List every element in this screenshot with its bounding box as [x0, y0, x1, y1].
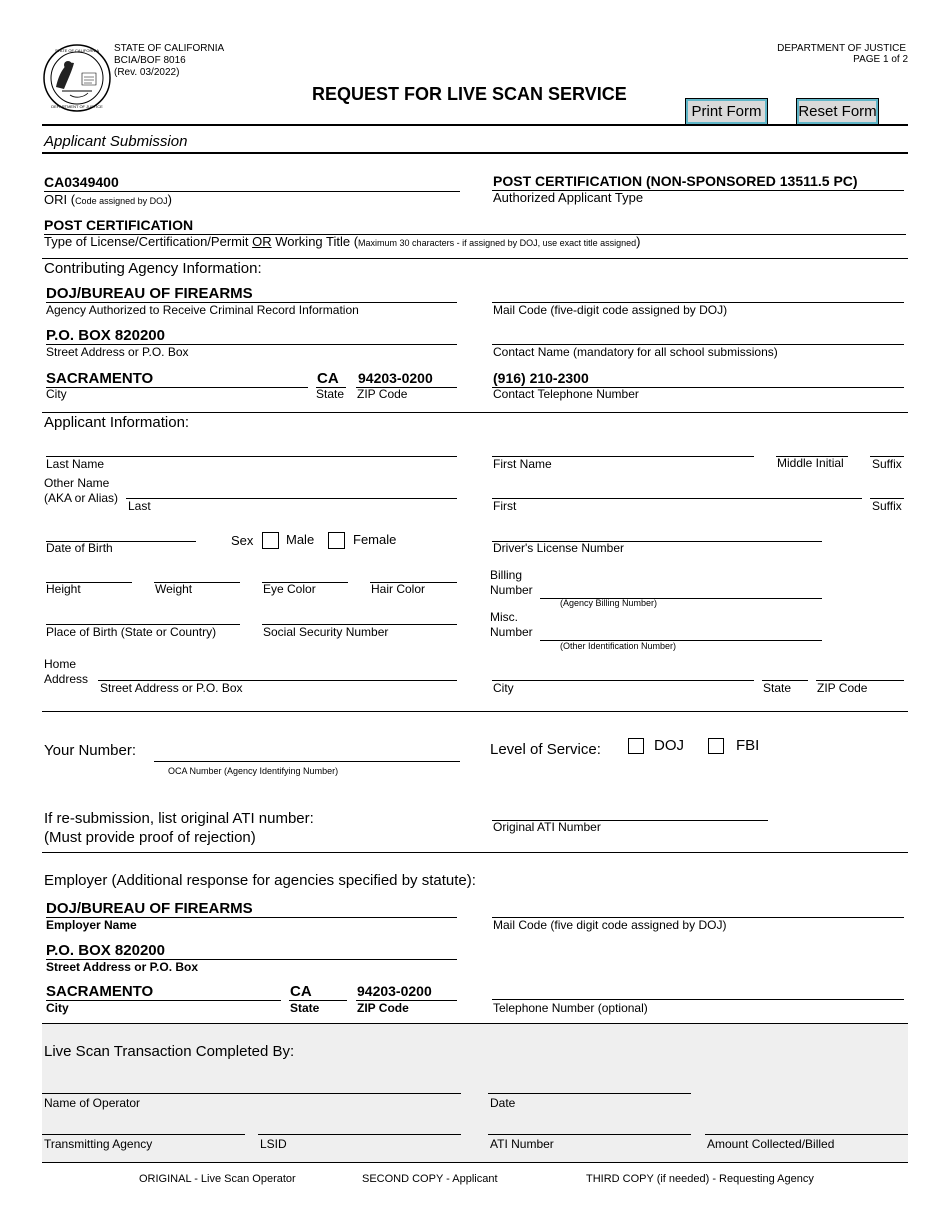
- applicant-type-label: Authorized Applicant Type: [493, 190, 644, 205]
- oca-label: OCA Number (Agency Identifying Number): [168, 766, 339, 776]
- other-last-label: Last: [128, 499, 151, 513]
- home-address-label-a: Home: [44, 657, 77, 671]
- footer-original: ORIGINAL - Live Scan Operator: [139, 1173, 296, 1185]
- employer-state-label: State: [290, 1001, 320, 1015]
- applicant-type-value[interactable]: POST CERTIFICATION (NON-SPONSORED 13511.5 PC): [493, 173, 858, 189]
- employer-phone-label: Telephone Number (optional): [493, 1001, 648, 1015]
- employer-city-underline: [46, 1000, 281, 1001]
- eye-color-label: Eye Color: [263, 582, 316, 596]
- license-label: Type of License/Certification/Permit OR Working Title (Maximum 30 characters - if assigned by DOJ, use exact title assigned): [44, 234, 641, 249]
- header-divider: [42, 124, 908, 126]
- misc-label-a: Misc.: [490, 610, 518, 624]
- other-first-field[interactable]: [492, 498, 862, 499]
- live-scan-heading: Live Scan Transaction Completed By:: [44, 1043, 295, 1060]
- date-label: Date: [490, 1096, 516, 1110]
- home-city-field[interactable]: [492, 680, 754, 681]
- print-form-button[interactable]: Print Form: [685, 98, 768, 125]
- employer-phone-field[interactable]: [492, 999, 904, 1000]
- header-department: DEPARTMENT OF JUSTICE: [777, 43, 906, 54]
- sex-label: Sex: [231, 533, 254, 548]
- hair-color-label: Hair Color: [371, 582, 426, 596]
- transmitting-agency-field[interactable]: [42, 1134, 245, 1135]
- transmitting-agency-label: Transmitting Agency: [44, 1137, 153, 1151]
- form-title: REQUEST FOR LIVE SCAN SERVICE: [312, 84, 627, 104]
- employer-heading: Employer (Additional response for agencies specified by statute):: [44, 872, 476, 889]
- agency-zip-label: ZIP Code: [357, 387, 408, 401]
- agency-city-underline: [46, 387, 308, 388]
- reset-form-button[interactable]: Reset Form: [796, 98, 879, 125]
- other-first-label: First: [493, 499, 517, 513]
- header-revision: (Rev. 03/2022): [114, 67, 180, 78]
- applicant-info-divider: [42, 412, 908, 413]
- employer-zip-label: ZIP Code: [357, 1001, 409, 1015]
- state-seal: [42, 43, 112, 113]
- employer-street-value[interactable]: P.O. BOX 820200: [46, 942, 165, 959]
- doj-checkbox[interactable]: [628, 738, 644, 754]
- billing-sub-label: (Agency Billing Number): [560, 598, 658, 608]
- mail-code-label: Mail Code (five-digit code assigned by DOJ): [493, 303, 728, 317]
- home-address-label-b: Address: [44, 672, 89, 686]
- dob-label: Date of Birth: [46, 541, 113, 555]
- ori-value[interactable]: CA0349400: [44, 174, 119, 190]
- aka-label: (AKA or Alias): [44, 491, 119, 505]
- agency-city-label: City: [46, 387, 67, 401]
- ori-label: ORI (Code assigned by DOJ): [44, 192, 172, 207]
- fbi-checkbox[interactable]: [708, 738, 724, 754]
- employer-city-value[interactable]: SACRAMENTO: [46, 983, 154, 1000]
- operator-label: Name of Operator: [44, 1096, 141, 1110]
- applicant-submission-heading: Applicant Submission: [44, 133, 188, 150]
- home-street-label: Street Address or P.O. Box: [100, 681, 243, 695]
- svg-text:STATE OF CALIFORNIA: STATE OF CALIFORNIA: [54, 48, 100, 53]
- employer-zip-value[interactable]: 94203-0200: [357, 983, 432, 999]
- contact-phone-label: Contact Telephone Number: [493, 387, 639, 401]
- employer-name-value[interactable]: DOJ/BUREAU OF FIREARMS: [46, 900, 253, 917]
- employer-city-label: City: [46, 1001, 69, 1015]
- header-state: STATE OF CALIFORNIA: [114, 43, 225, 54]
- place-of-birth-label: Place of Birth (State or Country): [46, 625, 217, 639]
- lsid-field[interactable]: [258, 1134, 461, 1135]
- agency-street-label: Street Address or P.O. Box: [46, 345, 189, 359]
- misc-sub-label: (Other Identification Number): [560, 641, 677, 651]
- home-zip-label: ZIP Code: [817, 681, 868, 695]
- last-name-label: Last Name: [46, 457, 105, 471]
- male-checkbox[interactable]: [262, 532, 279, 549]
- fbi-label: FBI: [736, 737, 760, 754]
- applicant-info-heading: Applicant Information:: [44, 414, 190, 431]
- footer-second-copy: SECOND COPY - Applicant: [362, 1173, 498, 1185]
- date-field[interactable]: [488, 1093, 691, 1094]
- svg-text:DEPARTMENT OF JUSTICE: DEPARTMENT OF JUSTICE: [51, 104, 103, 109]
- live-scan-divider: [42, 1023, 908, 1024]
- footer-third-copy: THIRD COPY (if needed) - Requesting Agency: [586, 1173, 814, 1185]
- agency-value[interactable]: DOJ/BUREAU OF FIREARMS: [46, 285, 253, 302]
- billing-label-b: Number: [490, 583, 533, 597]
- your-number-field[interactable]: [154, 761, 460, 762]
- last-name-field[interactable]: [46, 456, 457, 457]
- suffix-label: Suffix: [872, 457, 902, 471]
- misc-label-b: Number: [490, 625, 533, 639]
- employer-street-label: Street Address or P.O. Box: [46, 960, 199, 974]
- agency-street-value[interactable]: P.O. BOX 820200: [46, 327, 165, 344]
- home-city-label: City: [493, 681, 514, 695]
- agency-state-value[interactable]: CA: [317, 370, 339, 387]
- amount-field[interactable]: [705, 1134, 908, 1135]
- other-name-label: Other Name: [44, 476, 110, 490]
- billing-label-a: Billing: [490, 568, 523, 582]
- service-divider: [42, 711, 908, 712]
- female-checkbox[interactable]: [328, 532, 345, 549]
- contributing-heading: Contributing Agency Information:: [44, 260, 262, 277]
- other-suffix-label: Suffix: [872, 499, 902, 513]
- agency-zip-value[interactable]: 94203-0200: [358, 370, 433, 386]
- employer-name-label: Employer Name: [46, 918, 137, 932]
- contact-name-label: Contact Name (mandatory for all school submissions): [493, 345, 778, 359]
- ati-number-label: ATI Number: [490, 1137, 554, 1151]
- weight-label: Weight: [155, 582, 193, 596]
- resubmission-label-b: (Must provide proof of rejection): [44, 829, 256, 846]
- license-value[interactable]: POST CERTIFICATION: [44, 217, 194, 233]
- original-ati-label: Original ATI Number: [493, 820, 601, 834]
- male-label: Male: [286, 532, 315, 547]
- resubmission-label-a: If re-submission, list original ATI number:: [44, 810, 314, 827]
- doj-label: DOJ: [654, 737, 684, 754]
- agency-city-value[interactable]: SACRAMENTO: [46, 370, 154, 387]
- amount-label: Amount Collected/Billed: [707, 1137, 835, 1151]
- contact-phone-value[interactable]: (916) 210-2300: [493, 370, 589, 386]
- drivers-license-label: Driver's License Number: [493, 541, 624, 555]
- level-of-service-label: Level of Service:: [490, 741, 601, 758]
- first-name-label: First Name: [493, 457, 552, 471]
- ati-number-field[interactable]: [488, 1134, 691, 1135]
- lsid-label: LSID: [260, 1137, 287, 1151]
- employer-divider: [42, 852, 908, 853]
- employer-mail-code-label: Mail Code (five digit code assigned by DOJ): [493, 918, 727, 932]
- agency-state-label: State: [316, 387, 345, 401]
- operator-field[interactable]: [42, 1093, 461, 1094]
- contributing-divider: [42, 258, 908, 259]
- other-last-field[interactable]: [126, 498, 457, 499]
- home-state-label: State: [763, 681, 792, 695]
- employer-state-value[interactable]: CA: [290, 983, 312, 1000]
- female-label: Female: [353, 532, 397, 547]
- height-label: Height: [46, 582, 81, 596]
- header-form-number: BCIA/BOF 8016: [114, 55, 186, 66]
- your-number-label: Your Number:: [44, 742, 136, 759]
- footer-divider: [42, 1162, 908, 1163]
- ssn-label: Social Security Number: [263, 625, 389, 639]
- agency-label: Agency Authorized to Receive Criminal Record Information: [46, 303, 359, 317]
- header-page: PAGE 1 of 2: [853, 54, 908, 65]
- submission-divider: [42, 152, 908, 154]
- middle-initial-label: Middle Initial: [777, 456, 844, 470]
